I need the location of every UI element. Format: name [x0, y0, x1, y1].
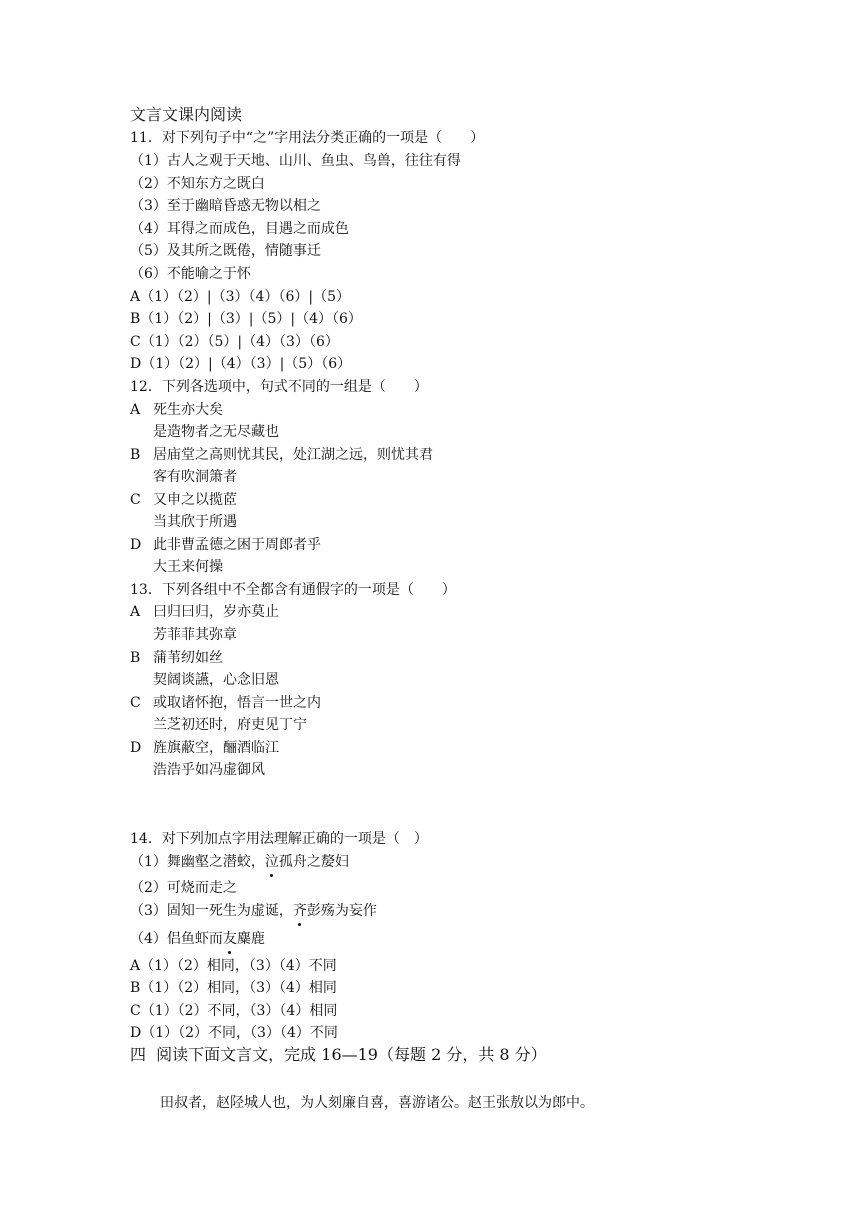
- q14-item-text: （1）舞幽壑之潜蛟，: [130, 854, 265, 870]
- q12-option-letter: D: [130, 537, 142, 553]
- q13-option-text: 或取诸怀抱，悟言一世之内: [153, 695, 321, 711]
- q14-item-text: 孤舟之嫠妇: [278, 854, 349, 870]
- q13-option-letter: B: [130, 650, 141, 666]
- q13-option-text: 浩浩乎如冯虚御风: [153, 762, 265, 778]
- q14-item-text: 彭殇为妄作: [306, 903, 377, 919]
- q11-option-a: A（1）（2）|（3）（4）（6）|（5）: [130, 289, 350, 305]
- q12-option-text: 是造物者之无尽藏也: [153, 424, 279, 440]
- q12-stem: 12．下列各选项中，句式不同的一组是（ ）: [130, 379, 428, 395]
- q14-item-text: 麋鹿: [236, 931, 265, 947]
- q12-option-letter: C: [130, 492, 141, 508]
- q14-item: （2）可烧而走之: [130, 880, 237, 896]
- q12-option-text: 当其欣于所遇: [153, 514, 237, 530]
- q14-item-text: （3）固知一死生为虚诞，: [130, 903, 293, 919]
- q13-option-text: 芳菲菲其弥章: [153, 627, 237, 643]
- q14-option-c: C（1）（2）不同，（3）（4）相同: [130, 1003, 338, 1019]
- q14-option-a: A（1）（2）相同，（3）（4）不同: [130, 958, 337, 974]
- q12-option-text: 大王来何操: [153, 559, 223, 575]
- q12-option-text: 死生亦大矣: [153, 402, 223, 418]
- q14-item: [130, 929, 265, 949]
- q11-item: （5）及其所之既倦，情随事迁: [130, 243, 321, 259]
- q14-item: [130, 901, 377, 921]
- q13-option-letter: A: [130, 604, 141, 620]
- q11-item: （4）耳得之而成色，目遇之而成色: [130, 221, 349, 237]
- q14-option-d: D（1）（2）不同，（3）（4）不同: [130, 1025, 338, 1041]
- q13-option-text: 曰归曰归，岁亦莫止: [153, 604, 279, 620]
- q13-option-text: 旌旗蔽空，酾酒临江: [153, 740, 279, 756]
- q12-option-letter: B: [130, 447, 141, 463]
- q11-stem: 11．对下列句子中“之”字用法分类正确的一项是（ ）: [130, 130, 485, 146]
- q12-option-text: 居庙堂之高则忧其民，处江湖之远，则忧其君: [153, 447, 433, 463]
- q13-option-text: 兰芝初还时，府吏见丁宁: [153, 717, 307, 733]
- q12-option-text: 此非曹孟德之困于周郎者乎: [153, 537, 321, 553]
- q11-item: （6）不能喻之于怀: [130, 266, 251, 282]
- part4-heading: 四 阅读下面文言文，完成 16—19（每题 2 分，共 8 分）: [130, 1045, 547, 1064]
- dotted-char: 友: [222, 931, 237, 947]
- q13-option-text: 蒲苇纫如丝: [153, 650, 223, 666]
- q11-item: （2）不知东方之既白: [130, 176, 265, 192]
- q11-item: （3）至于幽暗昏惑无物以相之: [130, 198, 321, 214]
- q11-option-b: B（1）（2）|（3）|（5）|（4）（6）: [130, 311, 362, 327]
- q14-stem: 14．对下列加点字用法理解正确的一项是（ ）: [130, 831, 428, 847]
- q12-option-text: 又申之以揽茝: [153, 492, 237, 508]
- q11-option-c: C（1）（2）（5）|（4）（3）（6）: [130, 334, 339, 350]
- q14-item: [130, 852, 349, 872]
- q14-item-text: （4）侣鱼虾而: [130, 931, 223, 947]
- q14-option-b: B（1）（2）相同，（3）（4）相同: [130, 980, 337, 996]
- dotted-char: 齐: [292, 903, 307, 919]
- passage-text: 田叔者，赵陉城人也，为人刻廉自喜，喜游诸公。赵王张敖以为郎中。: [160, 1095, 594, 1111]
- q11-option-d: D（1）（2）|（4）（3）|（5）（6）: [130, 356, 352, 372]
- q12-option-text: 客有吹洞箫者: [153, 469, 237, 485]
- section-title: 文言文课内阅读: [130, 105, 243, 124]
- q13-option-text: 契阔谈讌，心念旧恩: [153, 672, 279, 688]
- dotted-char: 泣: [264, 854, 279, 870]
- q12-option-letter: A: [130, 402, 141, 418]
- q13-option-letter: D: [130, 740, 142, 756]
- q11-item: （1）古人之观于天地、山川、鱼虫、鸟兽，往往有得: [130, 153, 461, 169]
- q13-stem: 13．下列各组中不全都含有通假字的一项是（ ）: [130, 582, 456, 598]
- q13-option-letter: C: [130, 695, 141, 711]
